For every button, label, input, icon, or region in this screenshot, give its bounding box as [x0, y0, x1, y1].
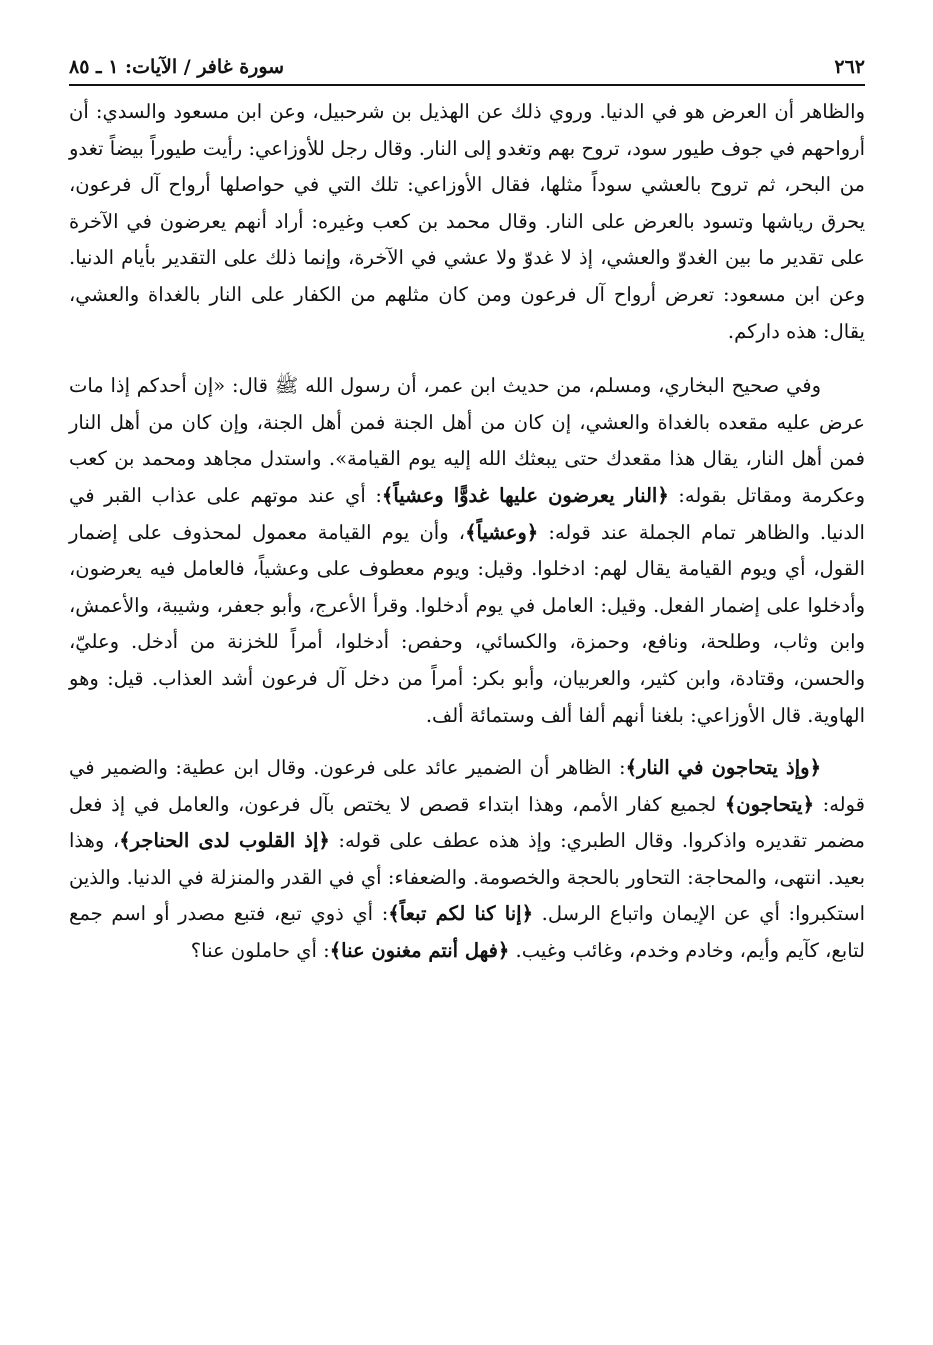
quran-quote: ﴿فهل أنتم مغنون عنا﴾ [329, 939, 510, 963]
quran-quote: ﴿وعشياً﴾ [465, 520, 539, 544]
quran-quote: ﴿إنا كنا لكم تبعاً﴾ [388, 902, 534, 926]
quran-quote: ﴿النار يعرضون عليها غدوًّا وعشياً﴾ [381, 483, 669, 507]
running-header [69, 52, 865, 86]
paragraph-2-text-a: وفي صحيح البخاري، ومسلم، من حديث ابن عمر، أن رسول الله ﷺ قال: «إن أحدكم إذا مات عرض عليه مقعده بالغداة والعشي، إن كان من أهل الجنة فمن أهل الجنة، وإن كان من أهل النار فمن أهل النار، يقال هذا مقعدك حتى يبعثك الله إليه يوم القيامة». واستدل مجاهد ومحمد بن كعب وعكرمة ومقاتل بقوله: [69, 374, 865, 507]
quran-quote: ﴿يتحاجون﴾ [724, 792, 815, 816]
page-number: ٢٦٢ [834, 56, 865, 78]
paragraph-3-text-a: : الظاهر أن الضمير عائد على فرعون. وقال ابن عطية: والضمير في قوله: [69, 756, 865, 816]
paragraph-3 [69, 750, 865, 970]
paragraph-2-text-c: ، وأن يوم القيامة معمول لمحذوف على إضمار القول، أي ويوم القيامة يقال لهم: ادخلوا. وقيل: ويوم معطوف على وعشياً، فالعامل فيه يعرضون، وأدخلوا على إضمار الفعل. وقيل: العامل في يوم أدخلوا. وقرأ الأعرج، وأبو جعفر، وشيبة، والأعمش، وابن وثاب، وطلحة، ونافع، وحمزة، والكسائي، وحفص: أدخلوا، أمراً للخزنة من أدخل. وعليّ، والحسن، وقتادة، وابن كثير، والعربيان، وأبو بكر: أمراً من دخل آل فرعون أشد العذاب. قيل: وهو الهاوية. قال الأوزاعي: بلغنا أنهم ألفا ألف وستمائة ألف. [69, 520, 865, 727]
quran-quote: ﴿إذ القلوب لدى الحناجر﴾ [119, 829, 330, 853]
paragraph-2 [69, 368, 865, 734]
paragraph-1: والظاهر أن العرض هو في الدنيا. وروي ذلك عن الهذيل بن شرحبيل، وعن ابن مسعود والسدي: أن أرواحهم في جوف طيور سود، تروح بهم وتغدو إلى النار. وقال رجل للأوزاعي: رأيت طيوراً بيضاً تغدو من البحر، ثم تروح بالعشي سوداً مثلها، فقال الأوزاعي: تلك التي في حواصلها أرواح آل فرعون، يحرق رياشها وتسود بالعرض على النار. وقال محمد بن كعب وغيره: أراد أنهم يعرضون في الآخرة على تقدير ما بين الغدوّ والعشي، إذ لا غدوّ ولا عشي في الآخرة، وإنما ذلك على التقدير بأيام الدنيا. وعن ابن مسعود: تعرض أرواح آل فرعون ومن كان مثلهم من الكفار على النار بالغداة والعشي، يقال: هذه داركم. [69, 100, 865, 343]
quran-quote: ﴿وإذ يتحاجون في النار﴾ [625, 756, 822, 780]
paragraph-gap [69, 350, 865, 368]
paragraph-2-text-b: : أي عند موتهم على عذاب القبر في الدنيا. والظاهر تمام الجملة عند قوله: [69, 483, 865, 544]
paragraph-3-text-b: لجميع كفار الأمم، وهذا ابتداء قصص لا يختص بآل فرعون، والعامل في إذ فعل مضمر تقديره واذكروا. وقال الطبري: وإذ هذه عطف على قوله: [69, 792, 865, 853]
book-page [69, 52, 865, 970]
paragraph-gap [69, 734, 865, 750]
surah-title: سورة غافر / الآيات: ١ ـ ٨٥ [69, 56, 285, 78]
paragraph-3-text-e: : أي حاملون عنا؟ [190, 939, 330, 963]
paragraph-3-text-c: ، وهذا بعيد. انتهى، والمحاجة: التحاور بالحجة والخصومة. والضعفاء: أي في القدر والمنزلة في الدنيا. والذين استكبروا: أي عن الإيمان واتباع الرسل. [69, 829, 866, 926]
paragraph-3-text-d: : أي ذوي تبع، فتبع مصدر أو اسم جمع لتابع، كآيم وأيم، وخادم وخدم، وغائب وغيب. [69, 902, 865, 963]
